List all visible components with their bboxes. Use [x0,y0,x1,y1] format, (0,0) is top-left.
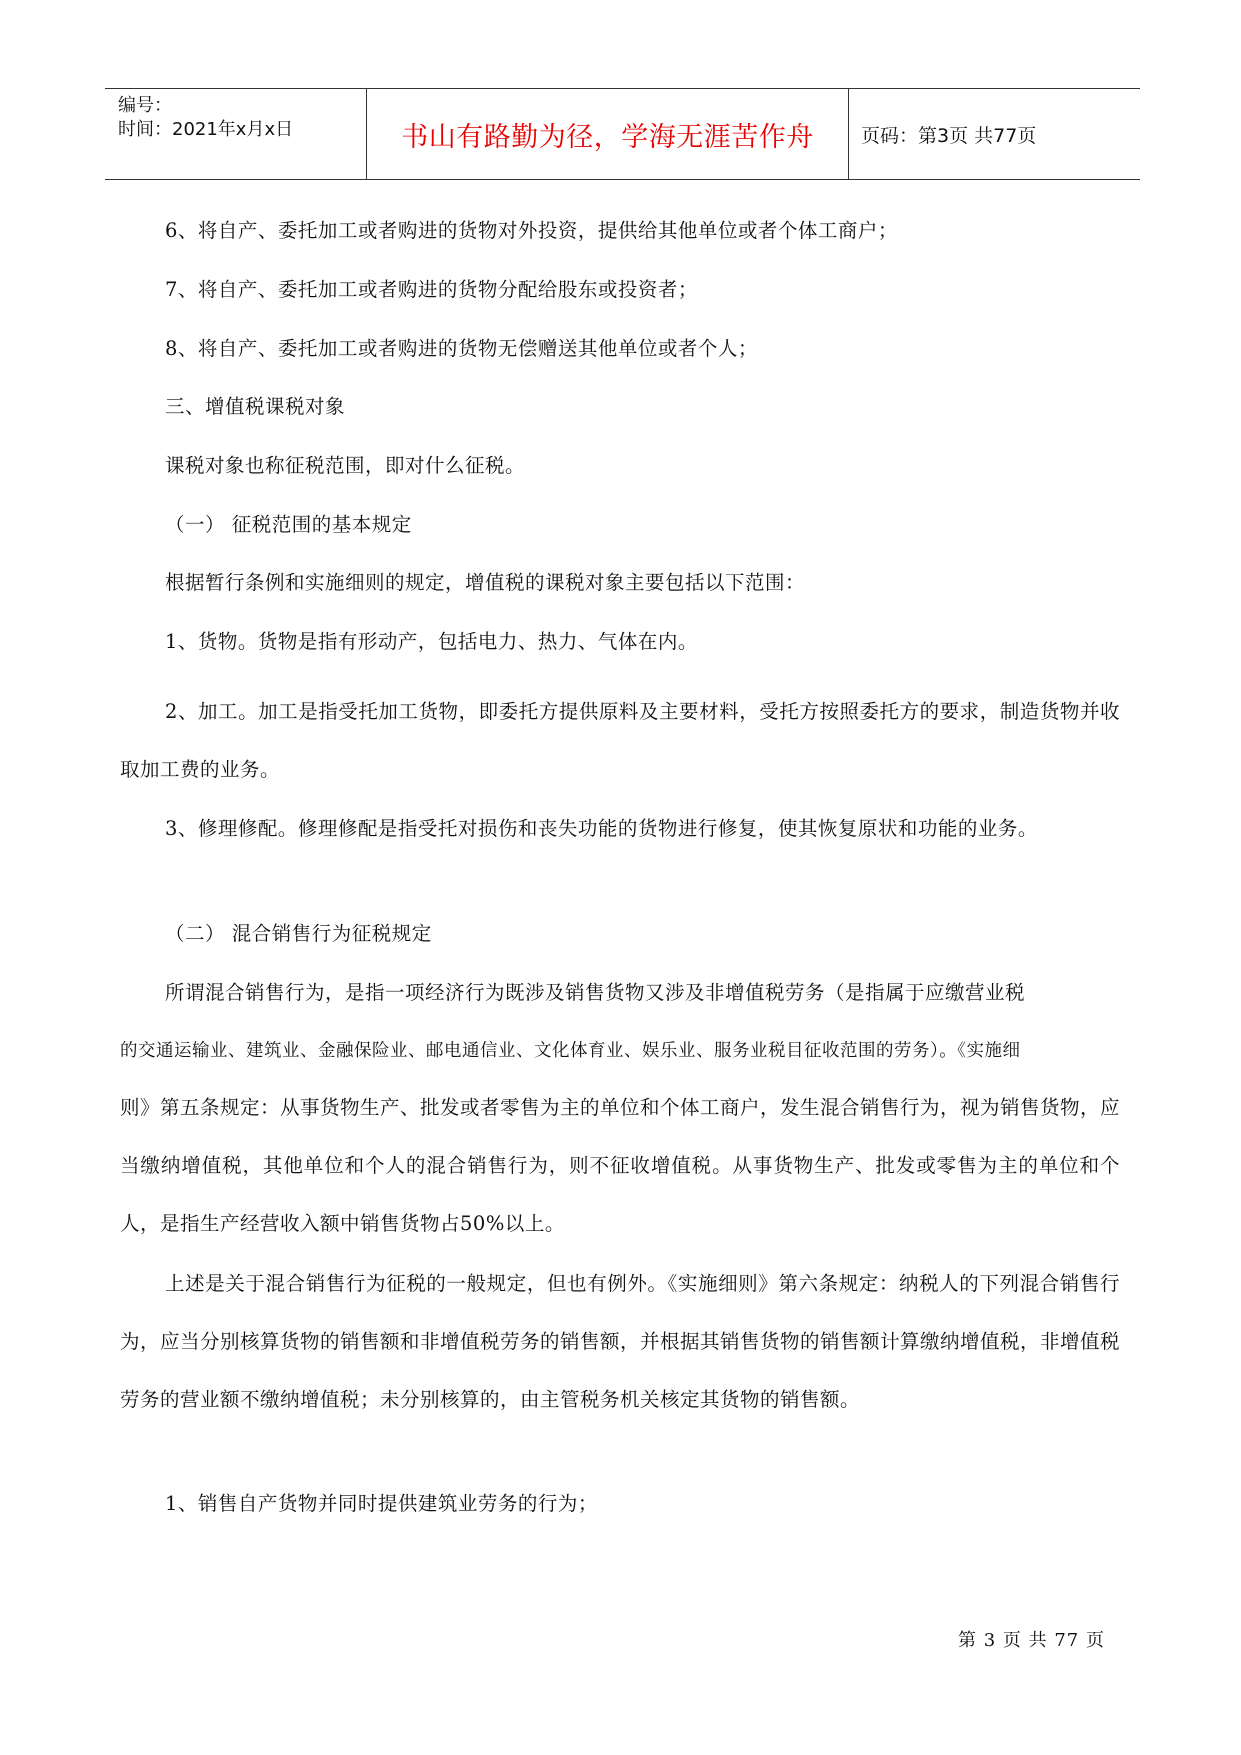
header-page-code: 页码：第3页 共77页 [861,124,1037,147]
paragraph: 根据暂行条例和实施细则的规定，增值税的课税对象主要包括以下范围： [165,571,806,594]
paragraph: 8、将自产、委托加工或者购进的货物无偿赠送其他单位或者个人； [165,337,758,360]
page-footer: 第 3 页 共 77 页 [958,1630,1105,1651]
paragraph: 2、加工。加工是指受托加工货物，即委托方提供原料及主要材料，受托方按照委托方的要求，制造货物并收取加工费的业务。 [120,700,1120,781]
paragraph: 7、将自产、委托加工或者购进的货物分配给股东或投资者； [165,278,698,301]
header-motto: 书山有路勤为径，学海无涯苦作舟 [367,89,849,179]
document-time-label: 时间：2021年x月x日 [118,119,294,140]
paragraph: 的交通运输业、建筑业、金融保险业、邮电通信业、文化体育业、娱乐业、服务业税目征收范围的劳务）。《实施细 [120,1041,1021,1061]
paragraph: 课税对象也称征税范围，即对什么征税。 [165,454,526,477]
paragraph: 则》第五条规定：从事货物生产、批发或者零售为主的单位和个体工商户，发生混合销售行为，视为销售货物，应当缴纳增值税，其他单位和个人的混合销售行为，则不征收增值税。从事货物生产、批发或零售为主的单位和个人，是指生产经营收入额中销售货物占50%以上。 [120,1096,1121,1235]
paragraph: 所谓混合销售行为，是指一项经济行为既涉及销售货物又涉及非增值税劳务（是指属于应缴营业税 [165,981,1026,1004]
document-number-label: 编号： [118,95,172,116]
paragraph: 6、将自产、委托加工或者购进的货物对外投资，提供给其他单位或者个体工商户； [165,219,898,242]
paragraph: 1、销售自产货物并同时提供建筑业劳务的行为； [165,1492,598,1515]
paragraph: 1、货物。货物是指有形动产，包括电力、热力、气体在内。 [165,630,698,653]
subsection-heading: （一） 征税范围的基本规定 [165,513,412,536]
subsection-heading: （二） 混合销售行为征税规定 [165,922,432,945]
header-meta [105,89,367,179]
page-header [105,88,1140,180]
section-heading: 三、增值税课税对象 [165,395,346,418]
paragraph: 3、修理修配。修理修配是指受托对损伤和丧失功能的货物进行修复，使其恢复原状和功能的业务。 [165,817,1038,840]
paragraph: 上述是关于混合销售行为征税的一般规定，但也有例外。《实施细则》第六条规定：纳税人的下列混合销售行为，应当分别核算货物的销售额和非增值税劳务的销售额，并根据其销售货物的销售额计算缴纳增值税，非增值税劳务的营业额不缴纳增值税；未分别核算的，由主管税务机关核定其货物的销售额。 [120,1272,1121,1411]
